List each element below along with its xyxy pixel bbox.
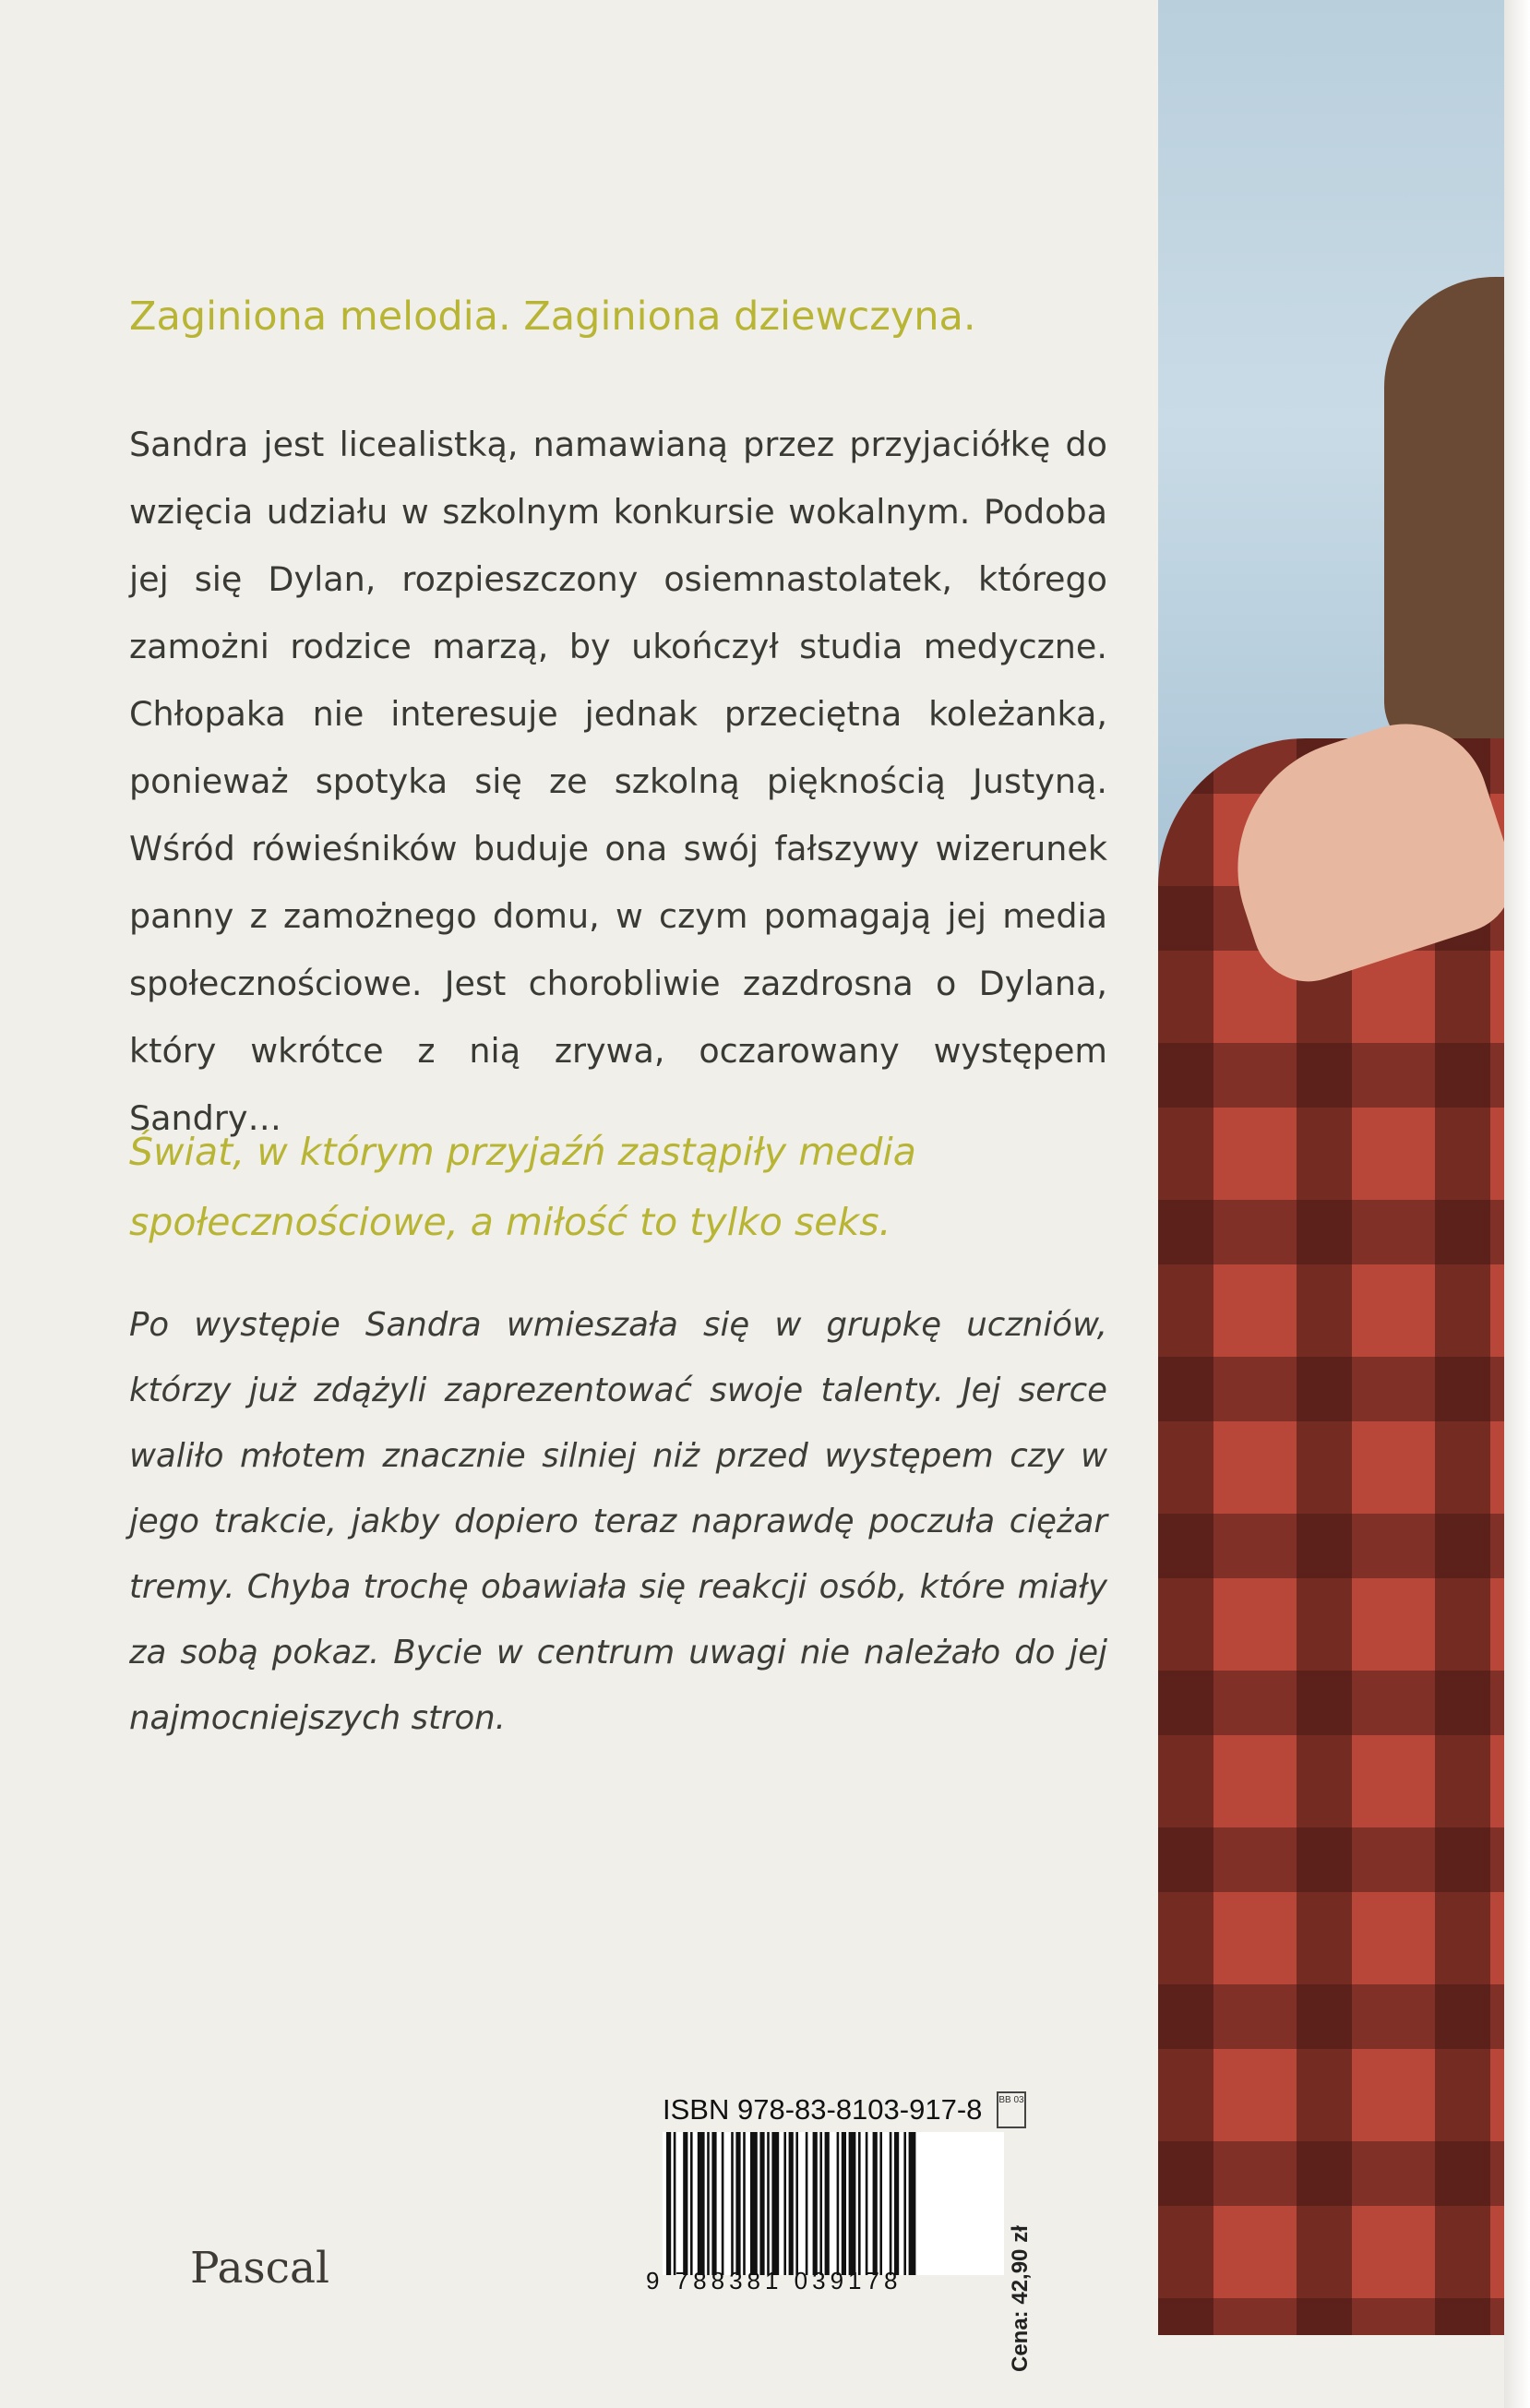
barcode-bar <box>722 2132 724 2275</box>
publisher-logo: Pascal <box>190 2243 330 2294</box>
barcode-bar <box>894 2132 899 2275</box>
barcode-bar <box>842 2132 846 2275</box>
barcode-bar <box>909 2132 916 2275</box>
price-label: Cena: 42,90 zł <box>1008 2225 1033 2372</box>
photo-plaid-shirt <box>1158 738 1504 2335</box>
barcode-bar <box>903 2132 906 2275</box>
barcode-bar <box>849 2132 856 2275</box>
photo-head <box>1384 277 1504 757</box>
barcode-bar <box>750 2132 758 2275</box>
barcode-bar <box>698 2132 705 2275</box>
barcode-digits: 9 788381 039178 <box>646 2267 902 2294</box>
isbn-code-box: BB 03 <box>997 2091 1026 2128</box>
blurb-paragraph: Sandra jest licealistką, namawianą przez przyjaciółkę do wzięcia udziału w szkolnym konkursie wokalnym. Podoba jej się Dylan, rozpieszczony osiemnastolatek, którego zamożni rodzice marzą, by ukończył studia medyczne. Chłopaka nie interesuje jednak przeciętna koleżanka, ponieważ spotyka się ze szkolną pięknością Justyną. Wśród rówieśników buduje ona swój fałszywy wizerunek panny z zamożnego domu, w czym pomagają jej media społecznościowe. Jest chorobliwie zazdrosna o Dylana, który wkrótce z nią zrywa, oczarowany występem Sandry… <box>129 425 1107 1138</box>
barcode-bar <box>735 2132 740 2275</box>
cover-photo <box>1158 0 1504 2335</box>
barcode-bar <box>783 2132 786 2275</box>
barcode-bars <box>663 2132 1004 2275</box>
barcode-bar <box>858 2132 861 2275</box>
barcode-bar <box>789 2132 794 2275</box>
barcode-bar <box>711 2132 716 2275</box>
tagline-line-1: Świat, w którym przyjaźń zastąpiły media <box>129 1130 916 1174</box>
barcode-bar <box>866 2132 868 2275</box>
barcode-bar <box>795 2132 798 2275</box>
barcode-bar <box>707 2132 710 2275</box>
barcode-bar <box>666 2132 671 2275</box>
barcode-bar <box>879 2132 882 2275</box>
barcode-bar <box>767 2132 770 2275</box>
barcode-bar <box>759 2132 764 2275</box>
barcode-bar <box>771 2132 779 2275</box>
barcode-bar <box>825 2132 830 2275</box>
barcode-bar <box>873 2132 878 2275</box>
barcode-bar <box>743 2132 746 2275</box>
barcode-bar <box>890 2132 892 2275</box>
barcode-bar <box>731 2132 734 2275</box>
tagline-line-2: społecznościowe, a miłość to tylko seks. <box>129 1200 891 1244</box>
isbn-label: ISBN 978-83-8103-917-8 <box>663 2093 983 2126</box>
barcode-bar <box>813 2132 818 2275</box>
barcode-bar <box>683 2132 687 2275</box>
barcode <box>663 2132 1004 2275</box>
barcode-bar <box>819 2132 822 2275</box>
barcode-bar <box>806 2132 808 2275</box>
barcode-bar <box>837 2132 840 2275</box>
tagline <box>129 1117 1107 1257</box>
headline: Zaginiona melodia. Zaginiona dziewczyna. <box>129 294 976 340</box>
excerpt-paragraph: Po występie Sandra wmieszała się w grupkę uczniów, którzy już zdążyli zaprezentować swoje talenty. Jej serce waliło młotem znacznie silniej niż przed występem czy w jego trakcie, jakby dopiero teraz naprawdę poczuła ciężar tremy. Chyba trochę obawiała się reakcji osób, które miały za sobą pokaz. Bycie w centrum uwagi nie należało do jej najmocniejszych stron. <box>129 1306 1107 1737</box>
barcode-bar <box>690 2132 693 2275</box>
page-edge <box>1504 0 1530 2408</box>
barcode-bar <box>674 2132 676 2275</box>
